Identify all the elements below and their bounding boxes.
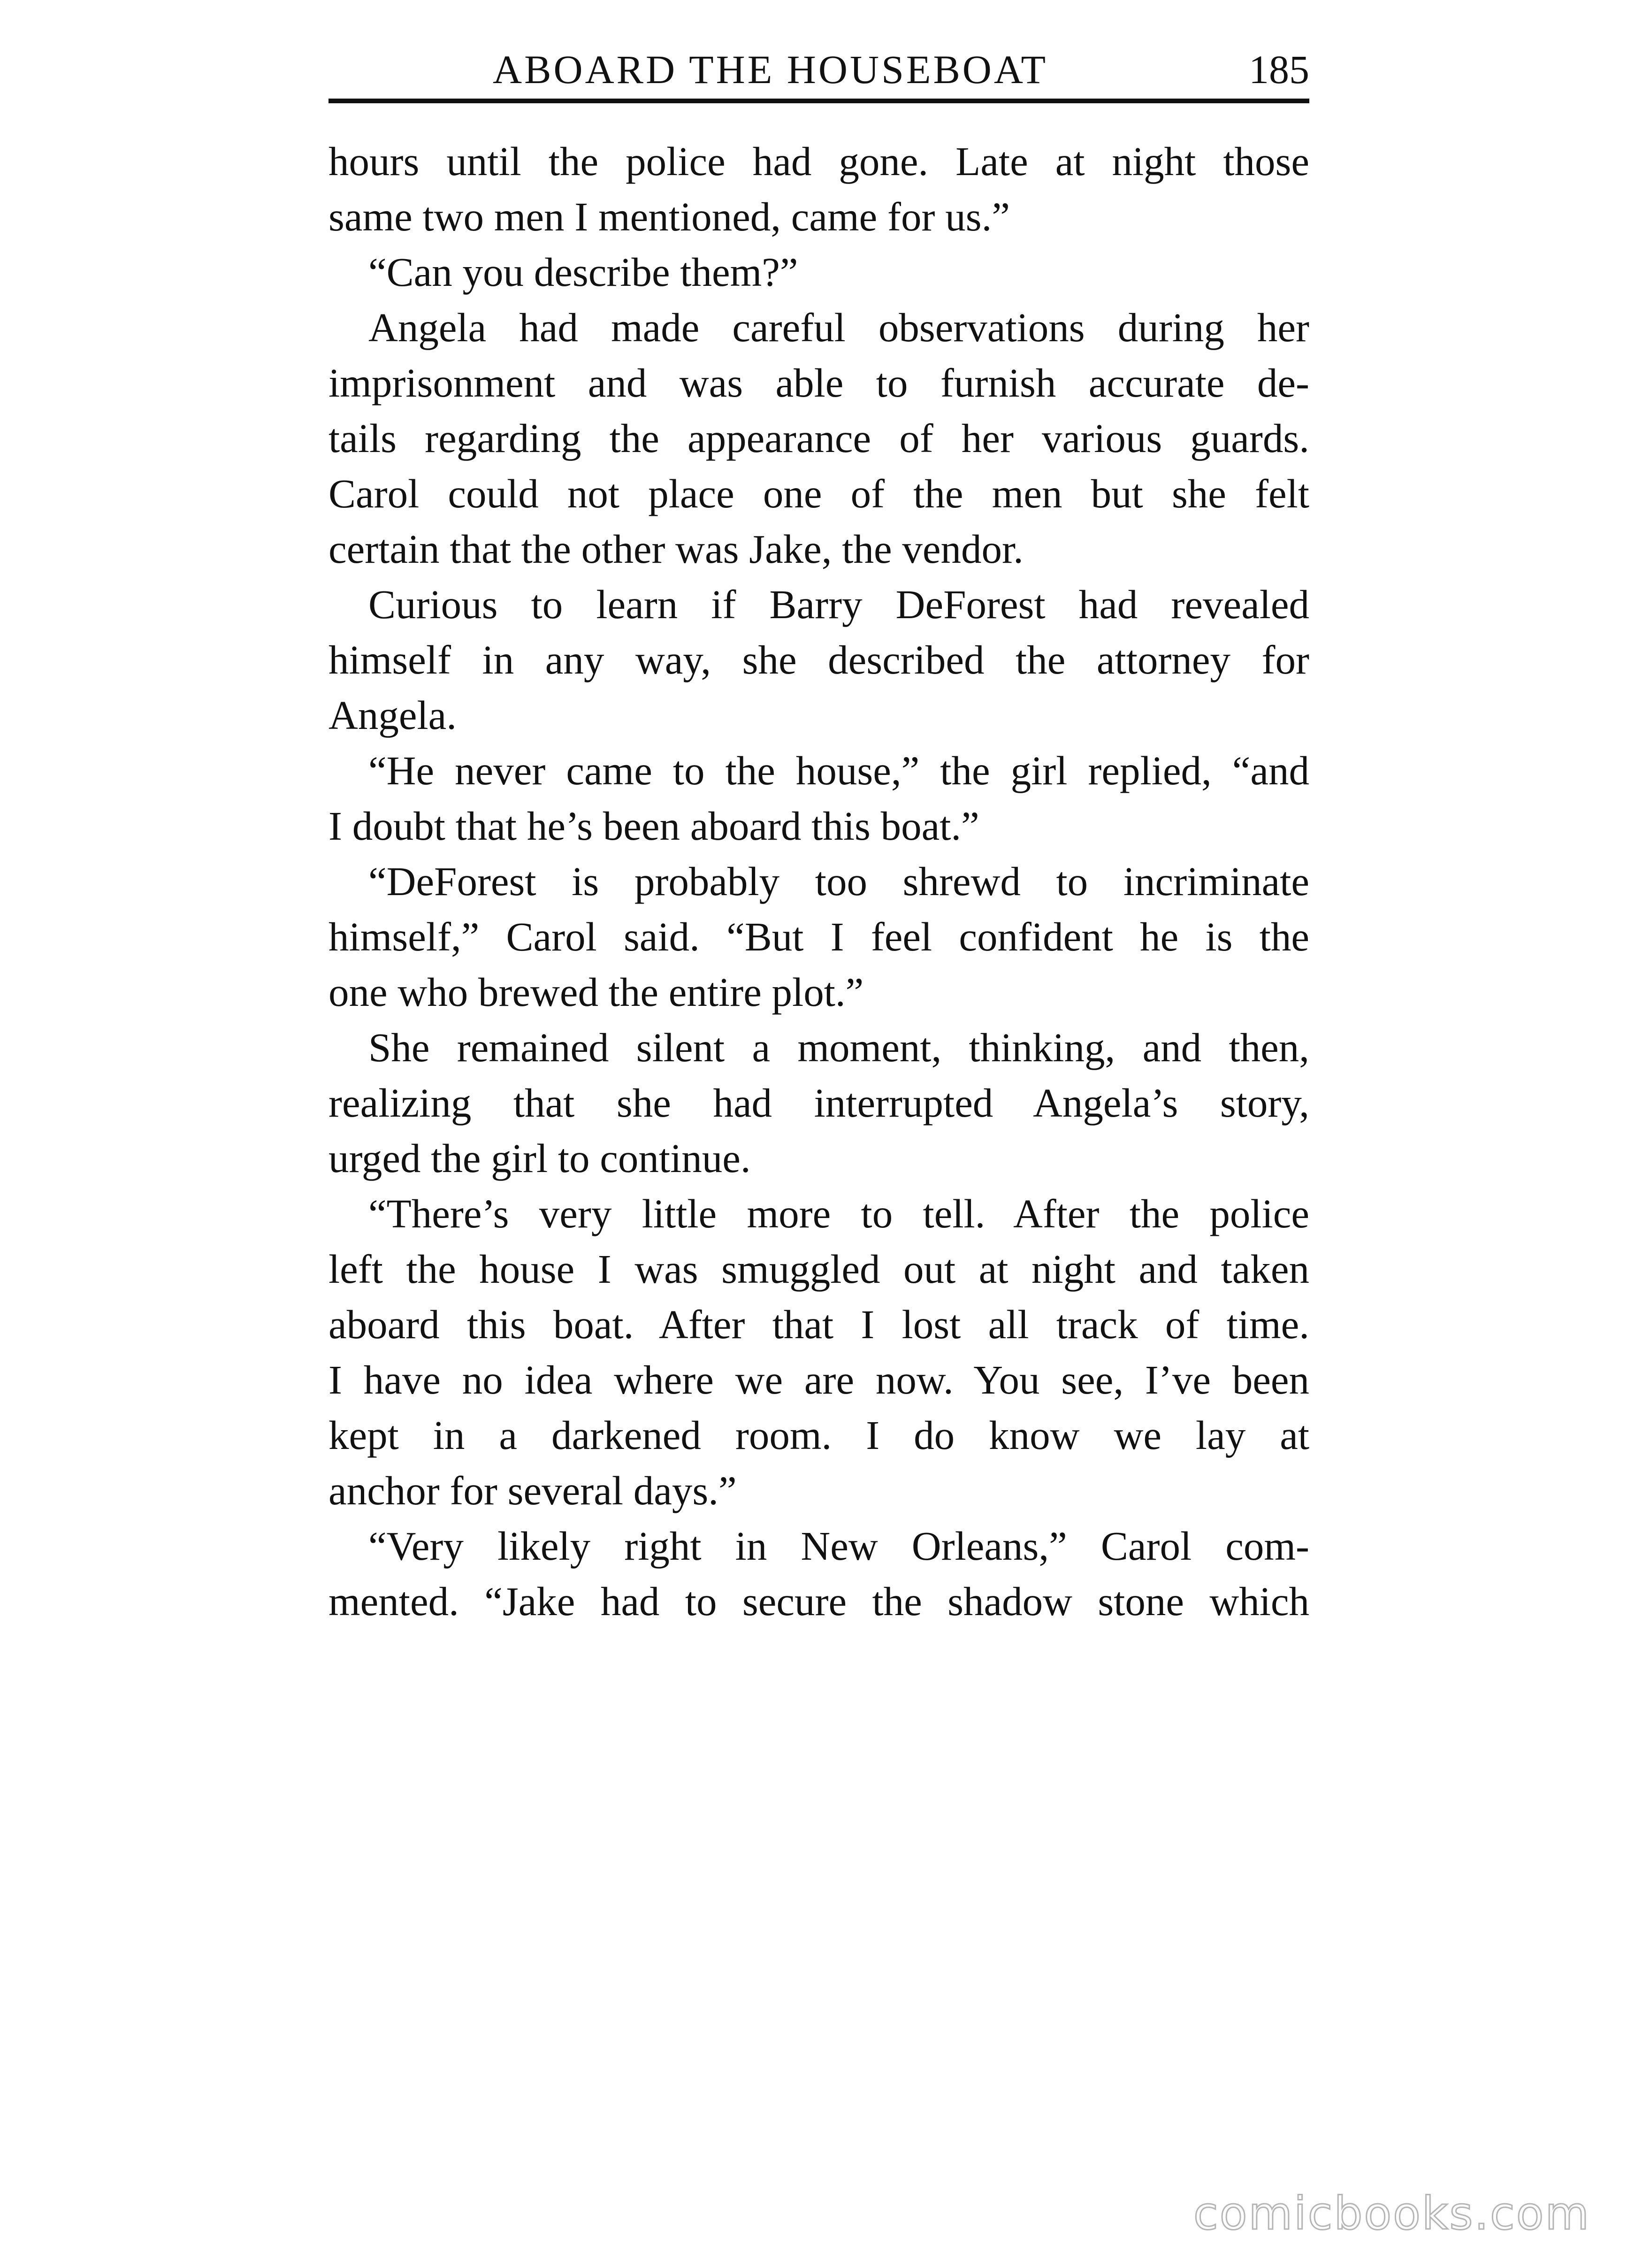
text-line: left the house I was smuggled out at night and taken bbox=[329, 1246, 1309, 1292]
text-line: Angela. bbox=[329, 692, 457, 738]
text-line: aboard this boat. After that I lost all track of time. bbox=[329, 1302, 1309, 1347]
text-line: hours until the police had gone. Late at night those bbox=[329, 138, 1309, 184]
body-text bbox=[329, 134, 1309, 1629]
watermark: comicbooks.com bbox=[1193, 2187, 1590, 2240]
text-line: “He never came to the house,” the girl replied, “and bbox=[368, 748, 1309, 793]
page-number: 185 bbox=[1249, 47, 1309, 92]
text-line: “Can you describe them?” bbox=[368, 249, 798, 295]
text-line: certain that the other was Jake, the vendor. bbox=[329, 526, 1024, 572]
header-rule bbox=[329, 99, 1309, 103]
text-line: She remained silent a moment, thinking, and then, bbox=[368, 1025, 1309, 1070]
text-line: same two men I mentioned, came for us.” bbox=[329, 194, 1010, 239]
text-line: kept in a darkened room. I do know we lay at bbox=[329, 1412, 1309, 1458]
text-line: anchor for several days.” bbox=[329, 1468, 737, 1513]
text-line: I doubt that he’s been aboard this boat.” bbox=[329, 803, 979, 849]
text-line: “There’s very little more to tell. After the police bbox=[368, 1191, 1309, 1236]
text-line: Curious to learn if Barry DeForest had revealed bbox=[368, 582, 1309, 627]
text-line: Carol could not place one of the men but she felt bbox=[329, 471, 1309, 516]
text-line: realizing that she had interrupted Angela’s story, bbox=[329, 1080, 1309, 1126]
running-head: ABOARD THE HOUSEBOAT bbox=[493, 47, 1048, 92]
text-line: imprisonment and was able to furnish accurate de- bbox=[329, 360, 1309, 406]
text-line: mented. “Jake had to secure the shadow stone which bbox=[329, 1578, 1309, 1624]
text-line: I have no idea where we are now. You see, I’ve been bbox=[329, 1357, 1309, 1402]
text-line: himself,” Carol said. “But I feel confident he is the bbox=[329, 914, 1309, 959]
text-line: Angela had made careful observations during her bbox=[368, 305, 1309, 350]
text-line: himself in any way, she described the attorney for bbox=[329, 637, 1309, 682]
text-line: one who brewed the entire plot.” bbox=[329, 969, 864, 1015]
text-line: urged the girl to continue. bbox=[329, 1135, 751, 1181]
text-line: “Very likely right in New Orleans,” Carol com- bbox=[368, 1523, 1309, 1569]
text-line: tails regarding the appearance of her various guards. bbox=[329, 415, 1309, 461]
text-line: “DeForest is probably too shrewd to incriminate bbox=[368, 858, 1309, 904]
page-header bbox=[329, 41, 1309, 102]
